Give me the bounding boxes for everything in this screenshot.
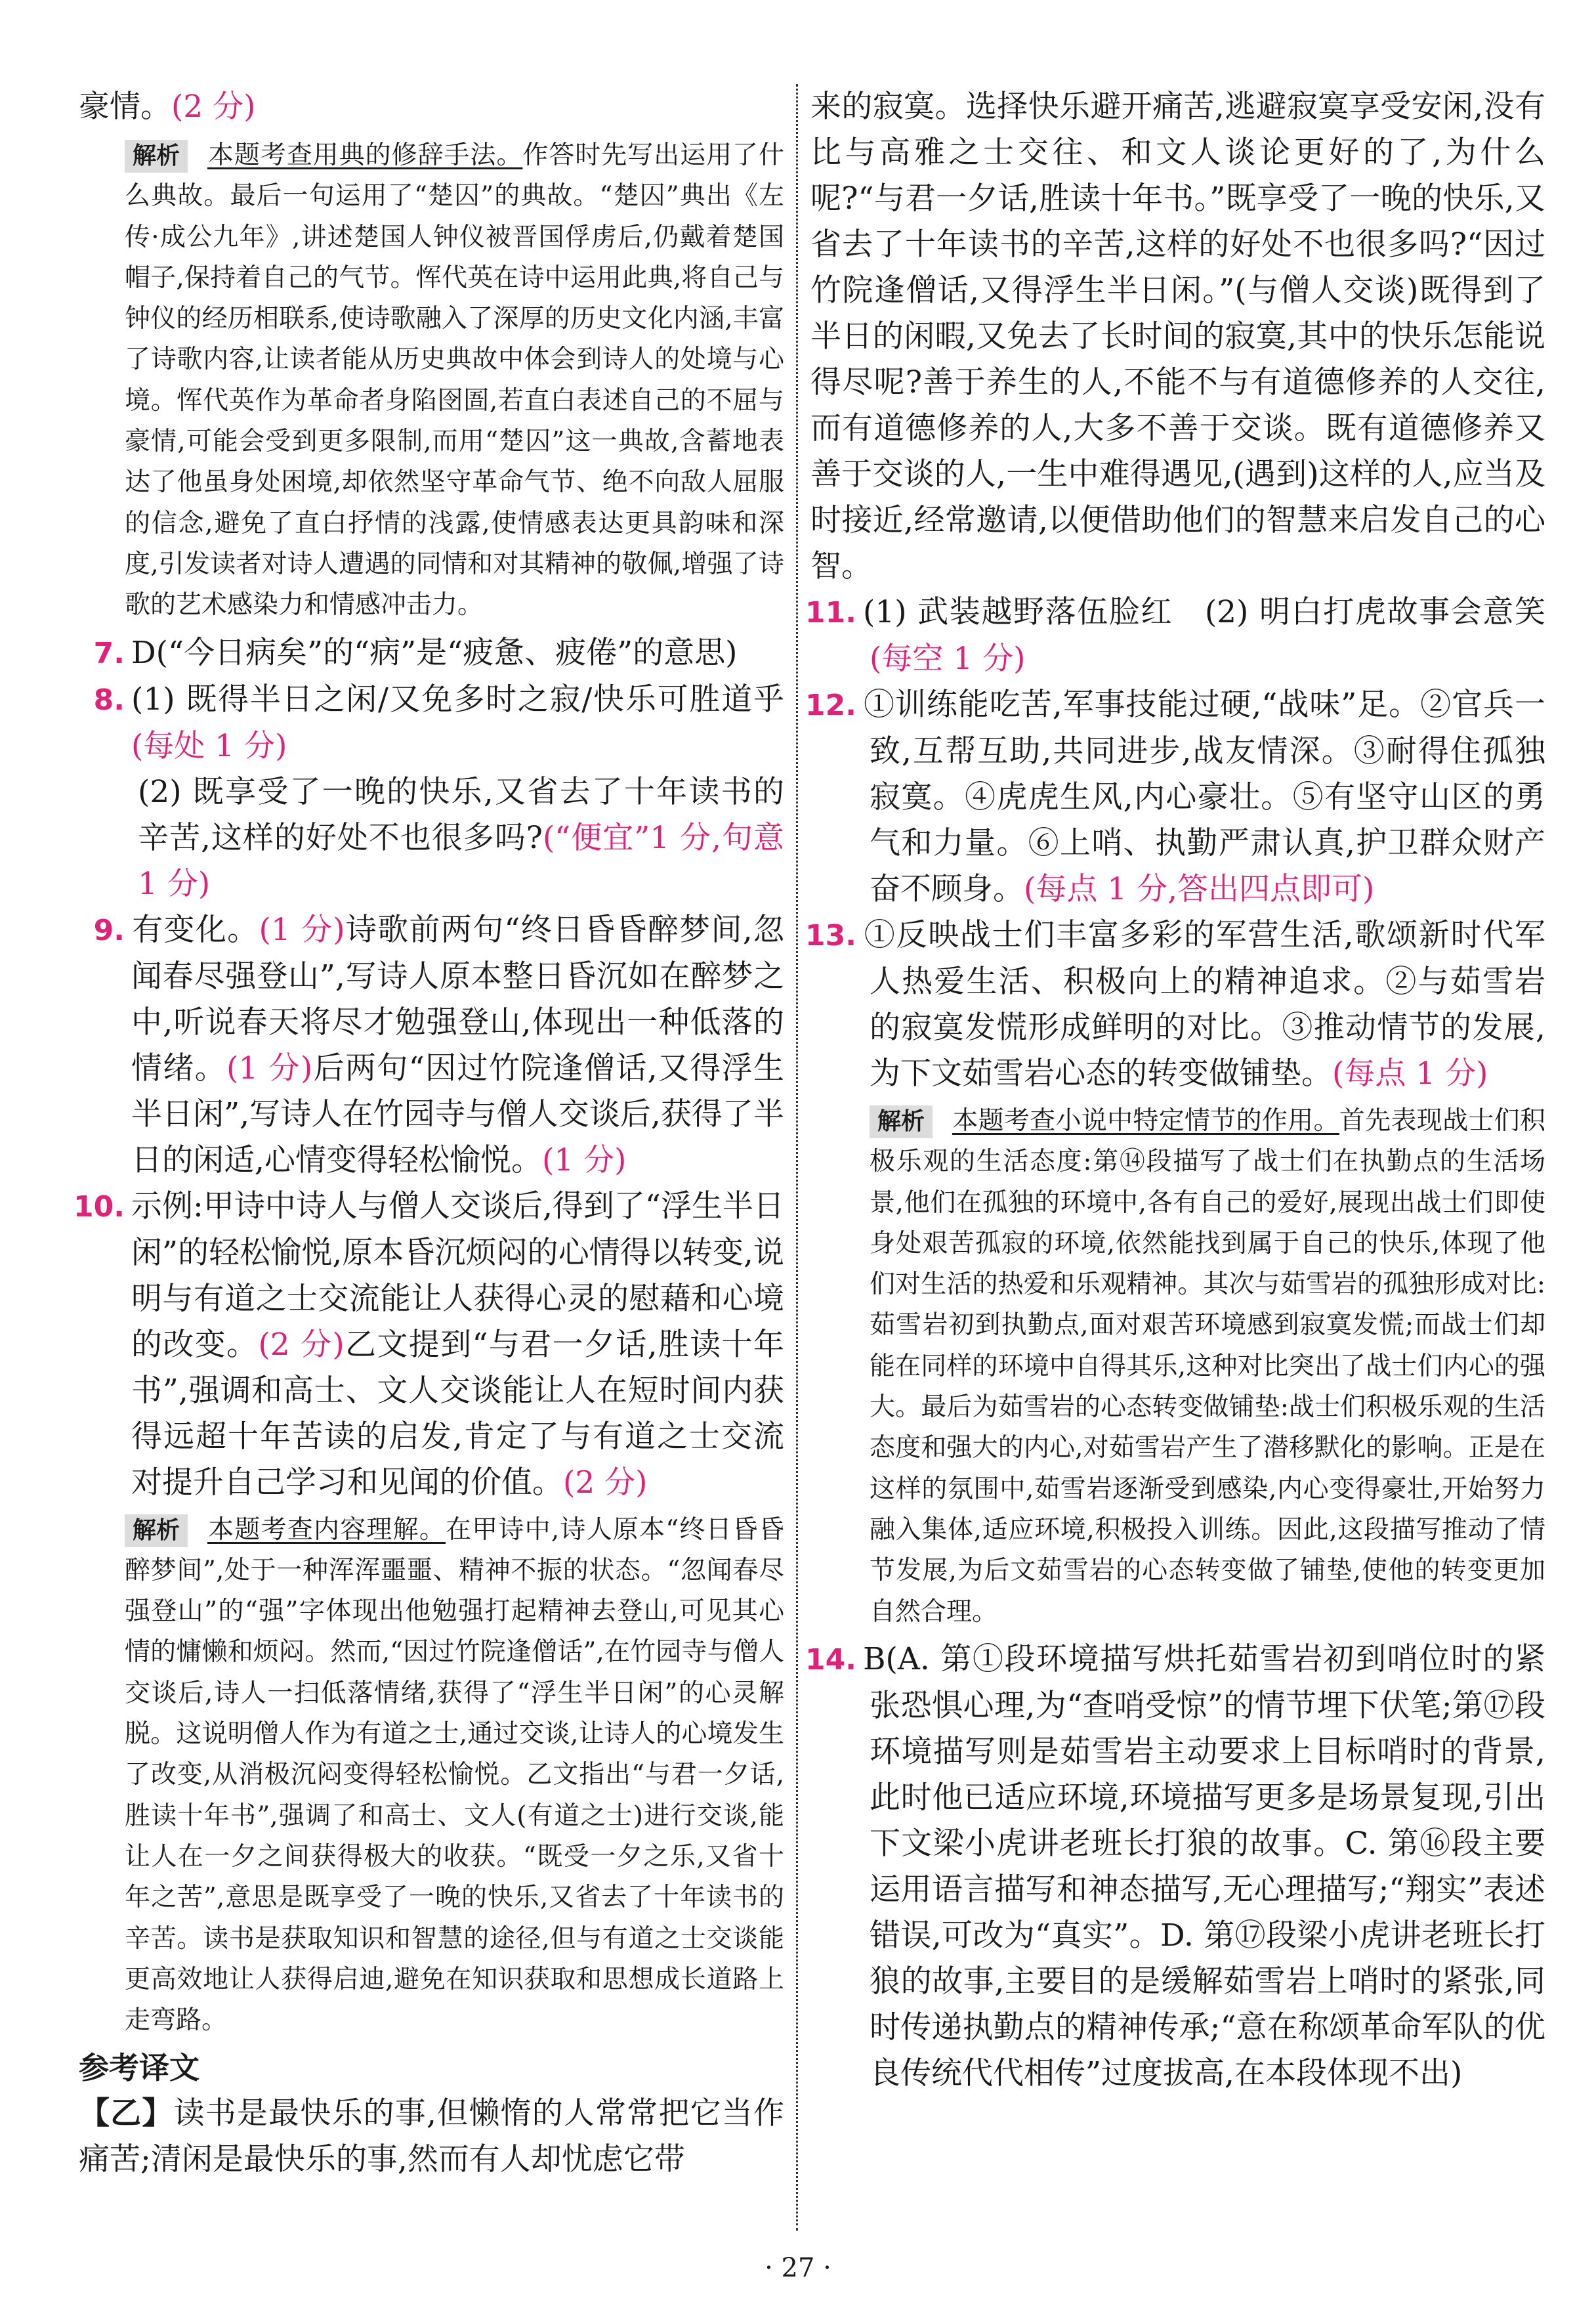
question-8-part-2: (2) 既享受了一晚的快乐,又省去了十年读书的辛苦,这样的好处不也很多吗?(“便宜”1 分,句意 1 分) bbox=[138, 773, 784, 902]
analysis-block: 解析 本题考查内容理解。在甲诗中,诗人原本“终日昏昏醉梦间”,处于一种浑浑噩噩、精神不振的状态。“忽闻春尽强登山”的“强”字体现出他勉强打起精神去登山,可见其心情的慵懒和烦闷。然而,“因过竹院逢僧话”,在竹园寺与僧人交谈后,诗人一扫低落情绪,获得了“浮生半日闲”的心灵解脱。这说明僧人作为有道之士,通过交谈,让诗人的心境发生了改变,从消极沉闷变得轻松愉悦。乙文指出“与君一夕话,胜读十年书”,强调了和高士、文人(有道之士)进行交谈,能让人在一夕之间获得极大的收获。“既受一夕之乐,又省十年之苦”,意思是既享受了一晚的快乐,又省去了十年读书的辛苦。读书是获取知识和智慧的途径,但与有道之士交谈能更高效地让人获得启迪,避免在知识获取和思想成长道路上走弯路。 bbox=[125, 1514, 784, 2036]
question-12: 12. ①训练能吃苦,军事技能过硬,“战味”足。②官兵一致,互帮互助,共同进步,战友情深。③耐得住孤独寂寞。④虎虎生风,内心豪壮。⑤有坚守山区的勇气和力量。⑥上哨、执勤严肃认真,护卫群众财产奋不顾身。(每点 1 分,答出四点即可) bbox=[805, 687, 1545, 907]
question-8: 8. (1) 既得半日之闲/又免多时之寂/快乐可胜道乎(每处 1 分) bbox=[93, 681, 784, 764]
left-column bbox=[74, 84, 785, 2183]
question-11: 11. (1) 武装越野落伍脸红 (2) 明白打虎故事会意笑(每空 1 分) bbox=[805, 594, 1545, 677]
analysis-block: 解析 本题考查用典的修辞手法。作答时先写出运用了什么典故。最后一句运用了“楚囚”的典故。“楚囚”典出《左传·成公九年》,讲述楚国人钟仪被晋国俘虏后,仍戴着楚国帽子,保持着自己的气节。恽代英在诗中运用此典,将自己与钟仪的经历相联系,使诗歌融入了深厚的历史文化内涵,丰富了诗歌内容,让读者能从历史典故中体会到诗人的处境与心境。恽代英作为革命者身陷囹圄,若直白表述自己的不屈与豪情,可能会受到更多限制,而用“楚囚”这一典故,含蓄地表达了他虽身处困境,却依然坚守革命气节、绝不向敌人屈服的信念,避免了直白抒情的浅露,使情感表达更具韵味和深度,引发读者对诗人遭遇的同情和对其精神的敬佩,增强了诗歌的艺术感染力和情感冲击力。 bbox=[125, 140, 784, 620]
page-number: · 27 · bbox=[765, 2253, 831, 2283]
analysis-tag: 解析 bbox=[125, 1514, 188, 1547]
answer-continuation: 豪情。(2 分) bbox=[79, 89, 256, 125]
reference-translation-title: 参考译文 bbox=[79, 2050, 200, 2086]
analysis-tag: 解析 bbox=[870, 1105, 933, 1138]
analysis-tag: 解析 bbox=[125, 140, 188, 173]
question-14: 14. B(A. 第①段环境描写烘托茹雪岩初到哨位时的紧张恐惧心理,为“查哨受惊”的情节埋下伏笔;第⑰段环境描写则是茹雪岩主动要求上目标哨时的背景,此时他已适应环境,环境描写更多是场景复现,引出下文梁小虎讲老班长打狼的故事。C. 第⑯段主要运用语言描写和神态描写,无心理描写;“翔实”表述错误,可改为“真实”。D. 第⑰段梁小虎讲老班长打狼的故事,主要目的是缓解茹雪岩上哨时的紧张,同时传递执勤点的精神传承;“意在称颂革命军队的优良传统代代相传”过度拔高,在本段体现不出) bbox=[805, 1640, 1545, 2091]
translation-continuation: 来的寂寞。选择快乐避开痛苦,逃避寂寞享受安闲,没有比与高雅之士交往、和文人谈论更好的了,为什么呢?“与君一夕话,胜读十年书。”既享受了一晚的快乐,又省去了十年读书的辛苦,这样的好处不也很多吗?“因过竹院逢僧话,又得浮生半日闲。”(与僧人交谈)既得到了半日的闲暇,又免去了长时间的寂寞,其中的快乐怎能说得尽呢?善于养生的人,不能不与有道德修养的人交往,而有道德修养的人,大多不善于交谈。既有道德修养又善于交谈的人,一生中难得遇见,(遇到)这样的人,应当及时接近,经常邀请,以便借助他们的智慧来启发自己的心智。 bbox=[810, 89, 1545, 584]
question-13: 13. ①反映战士们丰富多彩的军营生活,歌颂新时代军人热爱生活、积极向上的精神追求。②与茹雪岩的寂寞发慌形成鲜明的对比。③推动情节的发展,为下文茹雪岩心态的转变做铺垫。(每点 1 分) bbox=[805, 917, 1545, 1092]
right-column bbox=[805, 84, 1545, 2097]
analysis-block: 解析 本题考查小说中特定情节的作用。首先表现战士们积极乐观的生活态度:第⑭段描写了战士们在执勤点的生活场景,他们在孤独的环境中,各有自己的爱好,展现出战士们即使身处艰苦孤寂的环境,依然能找到属于自己的快乐,体现了他们对生活的热爱和乐观精神。其次与茹雪岩的孤独形成对比:茹雪岩初到执勤点,面对艰苦环境感到寂寞发慌;而战士们却能在同样的环境中自得其乐,这种对比突出了战士们内心的强大。最后为茹雪岩的心态转变做铺垫:战士们积极乐观的生活态度和强大的内心,对茹雪岩产生了潜移默化的影响。正是在这样的氛围中,茹雪岩逐渐受到感染,内心变得豪壮,开始努力融入集体,适应环境,积极投入训练。因此,这段描写推动了情节发展,为后文茹雪岩的心态转变做了铺垫,使他的转变更加自然合理。 bbox=[870, 1106, 1545, 1627]
question-10: 10. 示例:甲诗中诗人与僧人交谈后,得到了“浮生半日闲”的轻松愉悦,原本昏沉烦闷的心情得以转变,说明与有道之士交流能让人获得心灵的慰藉和心境的改变。(2 分)乙文提到“与君一夕话,胜读十年书”,强调和高士、文人交谈能让人在短时间内获得远超十年苦读的启发,肯定了与有道之士交流对提升自己学习和见闻的价值。(2 分) bbox=[74, 1187, 785, 1501]
question-9: 9. 有变化。(1 分)诗歌前两句“终日昏昏醉梦间,忽闻春尽强登山”,写诗人原本整日昏沉如在醉梦之中,听说春天将尽才勉强登山,体现出一种低落的情绪。(1 分)后两句“因过竹院逢僧话,又得浮生半日闲”,写诗人在竹园寺与僧人交谈后,获得了半日的闲适,心情变得轻松愉悦。(1 分) bbox=[93, 911, 785, 1178]
reference-translation-text: 【乙】读书是最快乐的事,但懒惰的人常常把它当作痛苦;清闲是最快乐的事,然而有人却忧虑它带 bbox=[79, 2095, 784, 2178]
question-7: 7. D(“今日病矣”的“病”是“疲惫、疲倦”的意思) bbox=[93, 634, 738, 671]
column-divider bbox=[796, 84, 798, 2231]
